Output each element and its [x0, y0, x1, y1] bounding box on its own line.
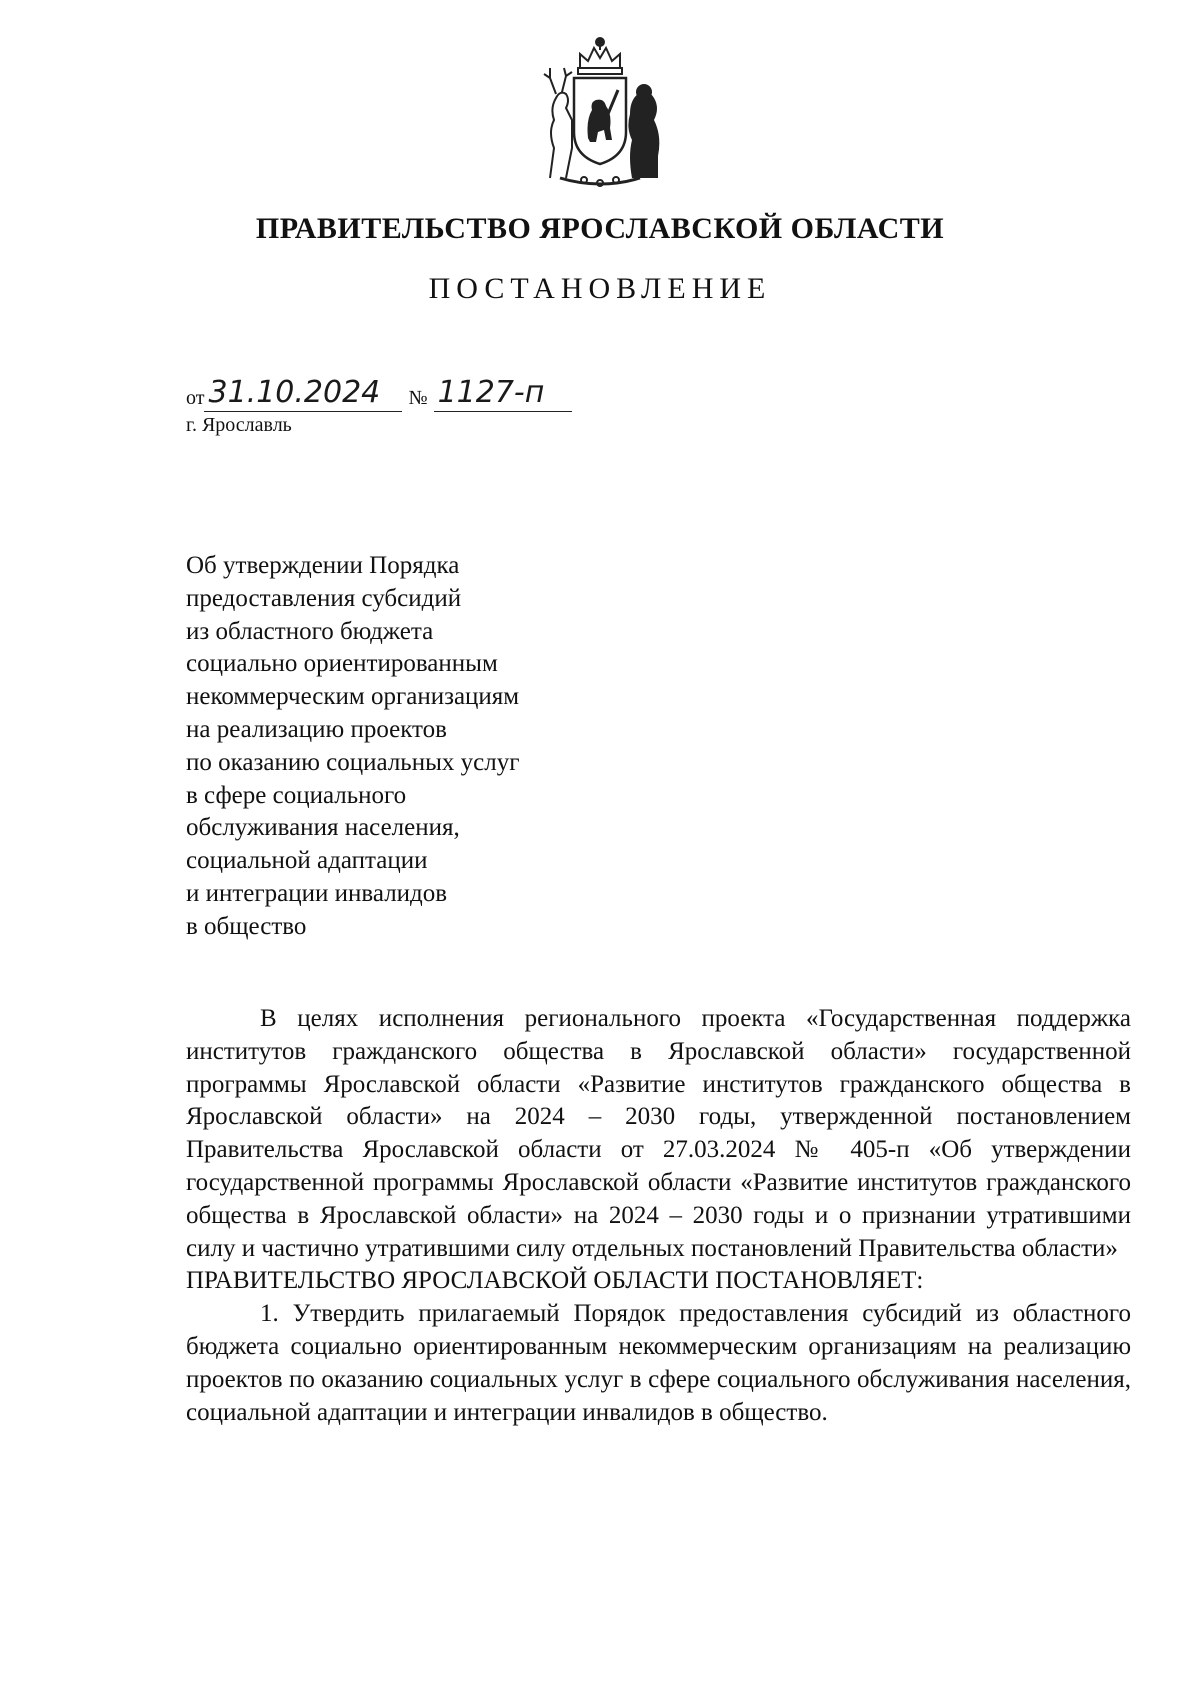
document-date: 31.10.2024	[204, 375, 402, 412]
subject-line: в сфере социального	[186, 781, 407, 809]
document-body	[186, 1003, 1131, 1429]
subject-line: из областного бюджета	[186, 617, 434, 645]
subject-line: обслуживания населения,	[186, 814, 460, 842]
subject-line: по оказанию социальных услуг	[186, 748, 520, 776]
subject-line: и интеграции инвалидов	[186, 879, 448, 907]
subject-line: некоммерческим организациям	[186, 683, 520, 711]
number-prefix: №	[408, 387, 428, 409]
subject-line: социально ориентированным	[186, 650, 498, 678]
subject-line: социальной адаптации	[186, 847, 428, 875]
subject-line: в общество	[186, 912, 307, 940]
document-subject	[186, 550, 626, 944]
subject-line: Об утверждении Порядка	[186, 552, 460, 579]
document-type: ПОСТАНОВЛЕНИЕ	[428, 272, 772, 305]
city: г. Ярославль	[186, 414, 292, 436]
preamble-paragraph: В целях исполнения регионального проекта «Государственная поддержка институтов гражданского общества в Ярославской области» государственной программы Ярославской области «Развитие институтов гражданского общества в Ярославской области» на 2024 – 2030 годы, утвержденной постановлением Правительства Ярославской области от 27.03.2024 № 405-п «Об утверждении государственной программы Ярославской области «Развитие институтов гражданского общества в Ярославской области» на 2024 – 2030 годы и о признании утратившими силу и частично утратившими силу отдельных постановлений Правительства области»	[186, 1005, 1131, 1262]
resolves-line: ПРАВИТЕЛЬСТВО ЯРОСЛАВСКОЙ ОБЛАСТИ ПОСТАНОВЛЯЕТ:	[186, 1267, 924, 1295]
document-number: 1127-п	[434, 375, 572, 412]
subject-line: на реализацию проектов	[186, 715, 447, 743]
date-prefix: от	[186, 387, 205, 409]
subject-line: предоставления субсидий	[186, 584, 462, 612]
date-number-line	[186, 372, 572, 412]
coat-of-arms-icon	[520, 28, 680, 188]
item-1-paragraph: 1. Утвердить прилагаемый Порядок предоставления субсидий из областного бюджета социально ориентированным некоммерческим организациям на реализацию проектов по оказанию социальных услуг в сфере социального обслуживания населения, социальной адаптации и интеграции инвалидов в общество.	[186, 1300, 1131, 1426]
government-title: ПРАВИТЕЛЬСТВО ЯРОСЛАВСКОЙ ОБЛАСТИ	[255, 212, 945, 245]
